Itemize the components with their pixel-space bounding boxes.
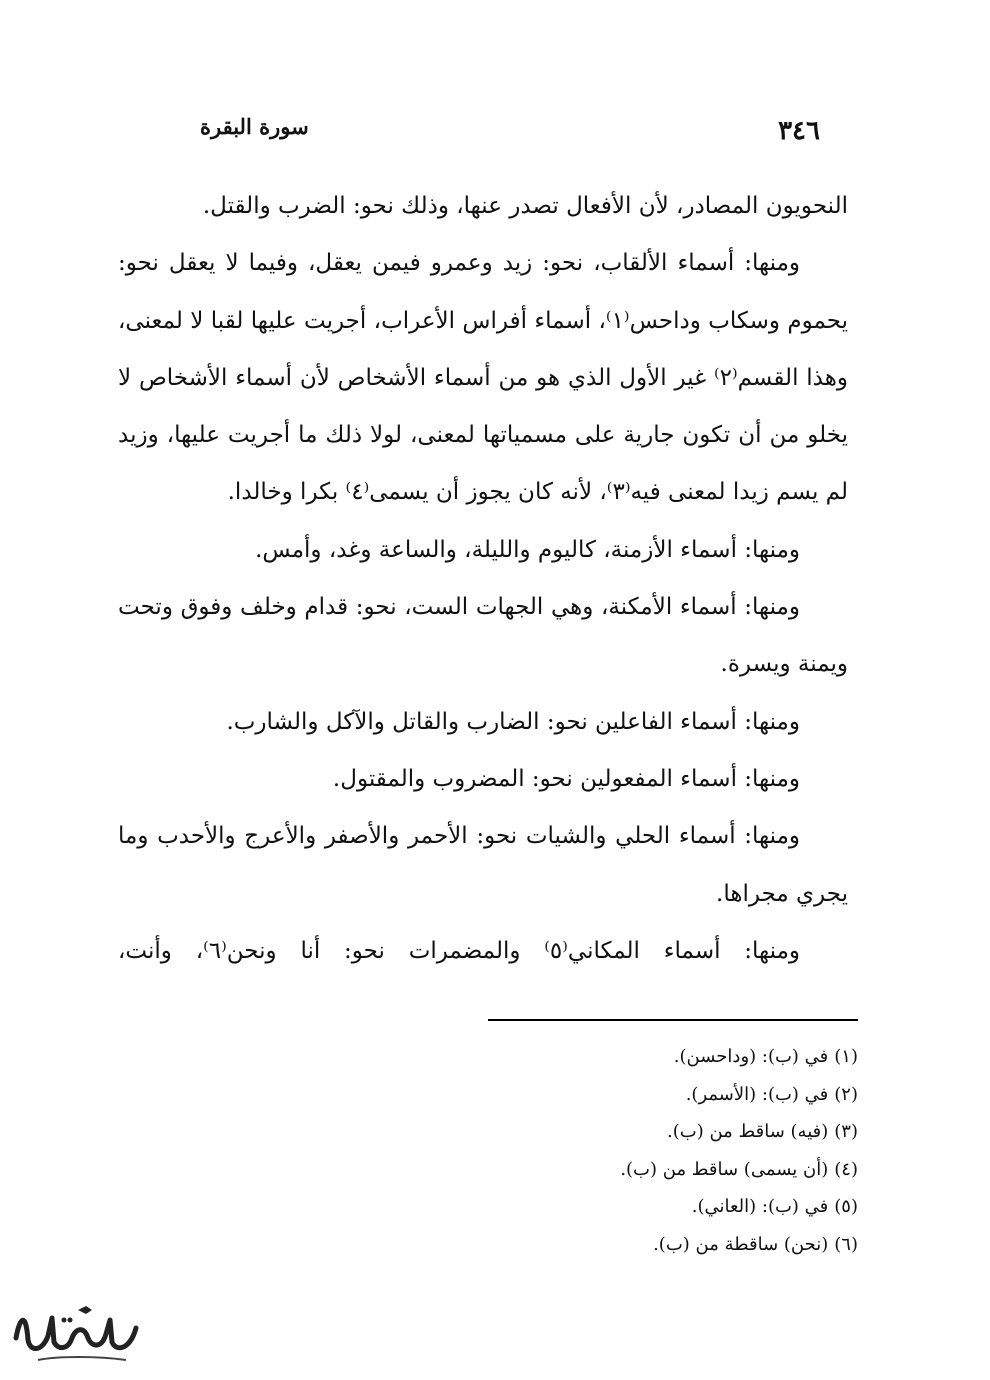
footnote-number: (١) bbox=[834, 1046, 858, 1067]
running-title: سورة البقرة bbox=[200, 114, 309, 139]
paragraph: ومنها: أسماء المفعولين نحو: المضروب والمقتول. bbox=[332, 765, 800, 792]
paragraph: ومنها: أسماء المكاني⁽٥⁾ والمضمرات نحو: أنا ونحن⁽٦⁾، وأنت، bbox=[118, 937, 800, 964]
footnotes bbox=[488, 1038, 858, 1264]
stamp-calligraphy-icon bbox=[8, 1298, 148, 1370]
footnote-text: (نحن) ساقطة من (ب). bbox=[653, 1233, 829, 1255]
paragraph: ومنها: أسماء الألقاب، نحو: زيد وعمرو فيمن يعقل، وفيما لا يعقل نحو: يحموم وسكاب وداحس⁽١⁾، أسماء أفراس الأعراب، أجريت عليها لقبا لا لمعنى، وهذا القسم⁽٢⁾ غير الأول الذي هو من أسماء الأشخاص لأن أسماء الأشخاص لا يخلو من أن تكون جارية على مسمياتها لمعنى، لولا ذلك ما أجريت عليها، وزيد لم يسم زيدا لمعنى فيه⁽٣⁾، لأنه كان يجوز أن يسمى⁽٤⁾ بكرا وخالدا. bbox=[118, 250, 848, 506]
footnote-separator bbox=[488, 1019, 858, 1021]
paragraph: النحويون المصادر، لأن الأفعال تصدر عنها، وذلك نحو: الضرب والقتل. bbox=[202, 193, 848, 219]
footnote-text: في (ب): (الأسمر). bbox=[685, 1083, 829, 1105]
footnote-number: (٢) bbox=[834, 1083, 858, 1105]
footnote-text: في (ب): (وداحسن). bbox=[673, 1046, 829, 1067]
footnote-number: (٦) bbox=[834, 1233, 858, 1255]
footnote bbox=[488, 1113, 858, 1151]
main-text bbox=[118, 178, 848, 980]
footnote bbox=[488, 1226, 858, 1264]
footnote bbox=[488, 1151, 858, 1189]
footnote-text: في (ب): (العاني). bbox=[691, 1196, 829, 1218]
footnote-number: (٥) bbox=[834, 1196, 858, 1218]
calligraphy-stamp-logo bbox=[8, 1298, 148, 1370]
page-number: ٣٤٦ bbox=[778, 116, 820, 146]
paragraph: ومنها: أسماء الحلي والشيات نحو: الأحمر والأصفر والأعرج والأحدب وما يجري مجراها. bbox=[118, 823, 848, 907]
footnote bbox=[488, 1188, 858, 1226]
page-header bbox=[200, 110, 820, 150]
footnote bbox=[488, 1076, 858, 1114]
footnote-number: (٣) bbox=[834, 1121, 858, 1143]
paragraph: ومنها: أسماء الفاعلين نحو: الضارب والقاتل والآكل والشارب. bbox=[226, 708, 800, 735]
paragraph: ومنها: أسماء الأزمنة، كاليوم والليلة، والساعة وغد، وأمس. bbox=[255, 536, 800, 563]
paragraph: ومنها: أسماء الأمكنة، وهي الجهات الست، نحو: قدام وخلف وفوق وتحت ويمنة ويسرة. bbox=[118, 594, 848, 678]
footnote bbox=[488, 1038, 858, 1076]
footnote-number: (٤) bbox=[834, 1158, 858, 1180]
footnote-text: (فيه) ساقط من (ب). bbox=[667, 1121, 829, 1143]
footnote-text: (أن يسمى) ساقط من (ب). bbox=[620, 1158, 829, 1180]
